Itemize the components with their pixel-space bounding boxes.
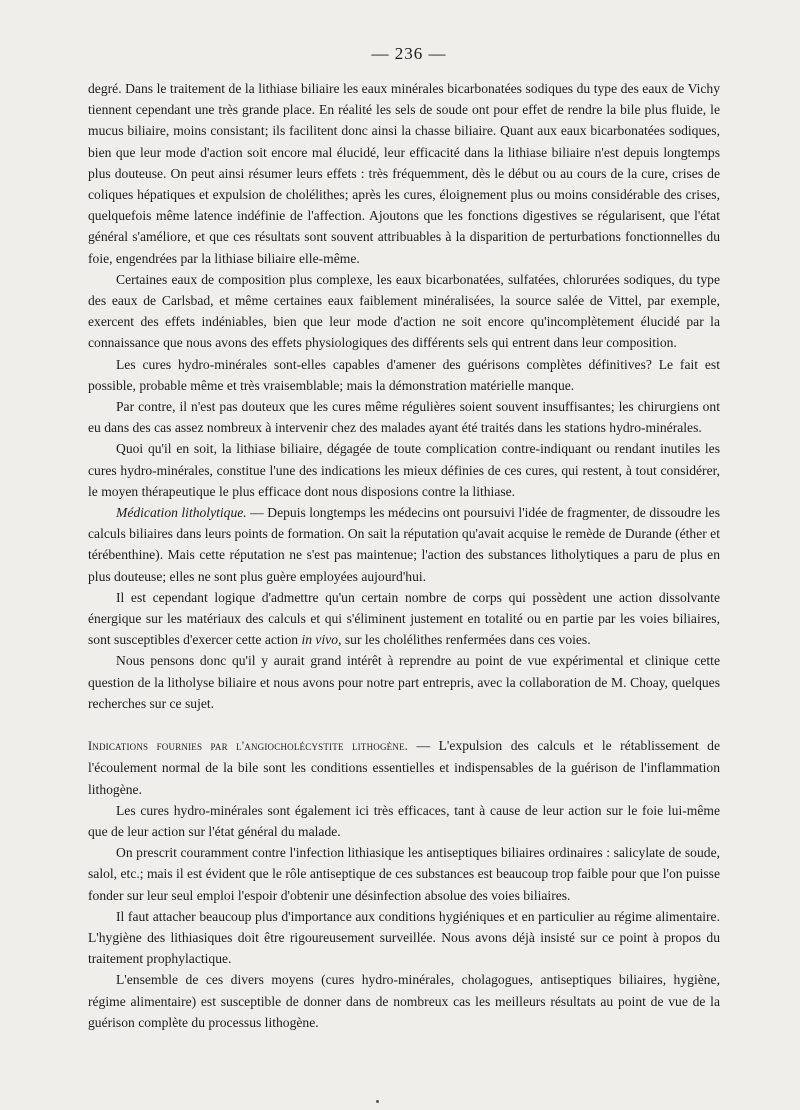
paragraph-indications-lithiasis: Quoi qu'il en soit, la lithiase biliaire, dégagée de toute complication contre-indiquant ou rendant inutiles les cures hydro-minérales, constitue l'une des indications les mieux définies de ces cures, qui restent, à tout considérer, le moyen thérapeutique le plus efficace dont nous disposions contre la lithiase.	[88, 441, 720, 499]
indications-text: — L'expulsion des calculs et le rétablissement de l'écoulement normal de la bile sont les conditions essentielles et indispensables de la guérison de l'inflammation lithogène.	[88, 738, 720, 797]
paragraph-vichy: degré. Dans le traitement de la lithiase biliaire les eaux minérales bicarbonatées sodiques du type des eaux de Vichy tiennent cependant une très grande place. En réalité les sels de soude ont pour effet de rendre la bile plus fluide, le mucus biliaire, moins consistant; ils facilitent donc ainsi la chasse biliaire. Quant aux eaux bicarbonatées sodiques, bien que leur mode d'action soit encore mal élucidé, leur efficacité dans la lithiase biliaire n'est depuis longtemps plus douteuse. On peut ainsi résumer leurs effets : très fréquemment, dès le début ou au cours de la cure, crises de coliques hépatiques et expulsion de cholélithes; après les cures, éloignement plus ou moins considérable des crises, quelquefois même latence indéfinie de l'affection. Ajoutons que les fonctions digestives se régularisent, que l'état général s'améliore, et que ces résultats sont souvent attribuables à la disparition de perturbations fonctionnelles du foie, engendrées par la lithiase biliaire elle-même.	[88, 81, 720, 266]
dissolve-text-before: Il est cependant logique d'admettre qu'un certain nombre de corps qui possèdent une action dissolvante énergique sur les matériaux des calculs et qui s'éliminent justement en totalité ou en partie par les voies biliaires, sont susceptibles d'exercer cette action	[88, 589, 720, 648]
paragraph-hygiene: Il faut attacher beaucoup plus d'importance aux conditions hygiéniques et en particulier au régime alimentaire. L'hygiène des lithiasiques doit être rigoureusement surveillée. Nous avons déjà insisté sur ce point à propos du traitement prophylactique.	[88, 908, 720, 967]
paragraph-cures-question: Les cures hydro-minérales sont-elles capables d'amener des guérisons complètes définitives? Le fait est possible, probable même et très vraisemblable; mais la démonstration matérielle manque.	[88, 356, 720, 393]
paper-speck	[376, 1100, 379, 1103]
litholytic-heading: Médication litholytique.	[116, 505, 247, 521]
paragraph-litholytic	[88, 502, 720, 587]
paragraph-conclusion: L'ensemble de ces divers moyens (cures hydro-minérales, cholagogues, antiseptiques biliaires, hygiène, régime alimentaire) est susceptible de donner dans de nombreux cas les meilleurs résultats au point de vue de la guérison complète du processus lithogène.	[88, 972, 720, 1030]
section-gap	[88, 714, 720, 735]
page-number: — 236 —	[371, 44, 447, 63]
paragraph-indications-heading	[88, 735, 720, 800]
paragraph-carlsbad: Certaines eaux de composition plus complexe, les eaux bicarbonatées, sulfatées, chlorurées sodiques, du type des eaux de Carlsbad, et même certaines eaux faiblement minéralisées, la source salée de Vittel, par exemple, exercent des effets indéniables, bien que leur mode d'action ne soit encore qu'incomplètement élucidé par la connaissance que nous avons des effets physiologiques des différents sels qui entrent dans leur composition.	[88, 271, 720, 351]
paragraph-dissolve	[88, 587, 720, 651]
dissolve-text-after: , sur les cholélithes renfermées dans ces voies.	[338, 632, 591, 648]
paragraph-choay: Nous pensons donc qu'il y aurait grand intérêt à reprendre au point de vue expérimental et clinique cette question de la litholyse biliaire et nous avons pour notre part entrepris, avec la collaboration de M. Choay, quelques recherches sur ce sujet.	[88, 653, 720, 711]
paragraph-antiseptics: On prescrit couramment contre l'infection lithiasique les antiseptiques biliaires ordinaires : salicylate de soude, salol, etc.; mais il est évident que le rôle antiseptique de ces substances est beaucoup trop faible pour que l'on puisse fonder sur leur seul emploi l'espoir d'obtenir une désinfection absolue des voies biliaires.	[88, 845, 720, 903]
litholytic-text: — Depuis longtemps les médecins ont poursuivi l'idée de fragmenter, de dissoudre les calculs biliaires dans leurs points de formation. On sait la réputation qu'avait acquise le remède de Durande (éther et térébenthine). Mais cette réputation ne s'est pas maintenue; l'action des substances litholytiques a paru de plus en plus douteuse; elles ne sont plus guère employées aujourd'hui.	[88, 505, 721, 584]
in-vivo-term: in vivo	[301, 632, 339, 648]
paragraph-surgeons: Par contre, il n'est pas douteux que les cures même régulières soient souvent insuffisantes; les chirurgiens ont eu dans des cas assez nombreux à intervenir chez des malades ayant été traités dans les stations hydro-minérales.	[88, 399, 720, 436]
indications-heading: Indications fournies par l'angiocholécystite lithogène.	[88, 739, 409, 754]
body-text	[88, 78, 720, 1033]
paragraph-hydro-cures: Les cures hydro-minérales sont également ici très efficaces, tant à cause de leur action sur le foie lui-même que de leur action sur l'état général du malade.	[88, 802, 720, 839]
